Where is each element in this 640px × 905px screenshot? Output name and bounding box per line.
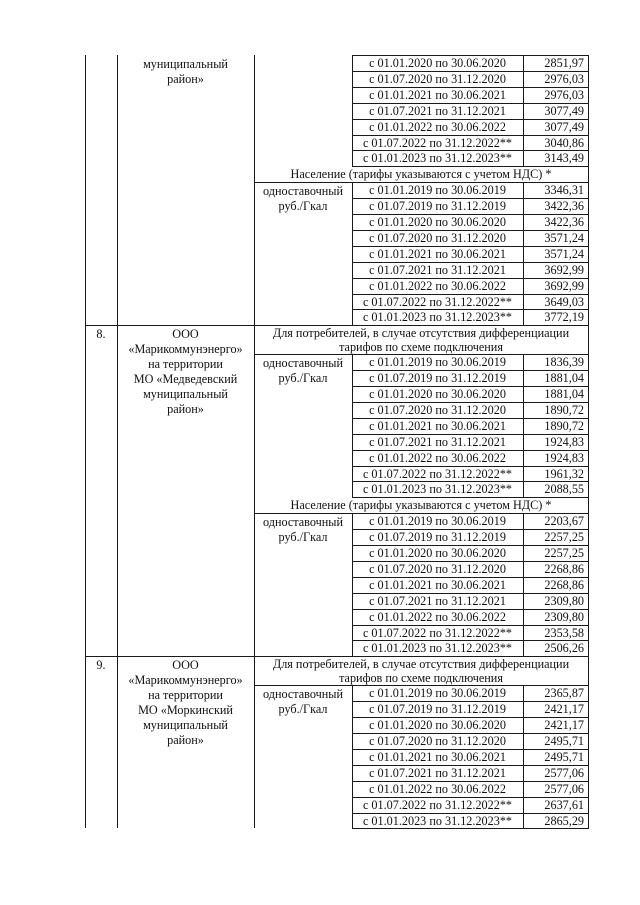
tariff-type: одноставочный: [263, 687, 343, 701]
organization-name: район»: [167, 72, 204, 86]
tariff-value-cell: 2577,06: [544, 782, 584, 796]
tariff-value-cell: 2421,17: [544, 718, 584, 732]
table-column-rule: [254, 325, 255, 656]
consumer-header: Для потребителей, в случае отсутствия дифференциации: [272, 326, 570, 340]
tariff-value-cell: 1836,39: [544, 355, 584, 369]
organization-name: «Марикоммунэнерго»: [128, 342, 243, 356]
period-cell: с 01.01.2023 по 31.12.2023**: [362, 310, 513, 324]
tariff-value-cell: 3143,49: [544, 151, 584, 165]
organization-name: ООО: [172, 658, 199, 672]
table-column-rule: [523, 685, 524, 828]
period-cell: с 01.01.2020 по 30.06.2020: [369, 56, 506, 70]
organization-name: муниципальный: [143, 57, 228, 71]
table-column-rule: [117, 55, 118, 325]
tariff-value-cell: 3571,24: [544, 247, 584, 261]
period-cell: с 01.07.2022 по 31.12.2022**: [362, 295, 513, 309]
period-cell: с 01.07.2019 по 31.12.2019: [369, 371, 506, 385]
table-column-rule: [254, 656, 255, 828]
period-cell: с 01.07.2020 по 31.12.2020: [369, 562, 506, 576]
period-cell: с 01.01.2023 по 31.12.2023**: [362, 814, 513, 828]
period-cell: с 01.01.2021 по 30.06.2021: [369, 247, 506, 261]
tariff-type: одноставочный: [263, 356, 343, 370]
tariff-value-cell: 2353,58: [544, 626, 584, 640]
tariff-type: одноставочный: [263, 184, 343, 198]
table-column-rule: [117, 325, 118, 656]
period-cell: с 01.07.2020 по 31.12.2020: [369, 403, 506, 417]
organization-name: муниципальный: [143, 387, 228, 401]
period-cell: с 01.07.2021 по 31.12.2021: [369, 594, 506, 608]
period-cell: с 01.07.2019 по 31.12.2019: [369, 530, 506, 544]
period-cell: с 01.01.2023 по 31.12.2023**: [362, 641, 513, 655]
tariff-value-cell: 3077,49: [544, 120, 584, 134]
tariff-type: одноставочный: [263, 515, 343, 529]
consumer-header: тарифов по схеме подключения: [339, 671, 503, 685]
table-column-rule: [588, 325, 589, 656]
organization-name: на территории: [148, 357, 223, 371]
table-column-rule: [352, 182, 353, 325]
tariff-value-cell: 2365,87: [544, 686, 584, 700]
organization-name: на территории: [148, 688, 223, 702]
tariff-value-cell: 2637,61: [544, 798, 584, 812]
period-cell: с 01.01.2021 по 30.06.2021: [369, 750, 506, 764]
consumer-header: Для потребителей, в случае отсутствия дифференциации: [272, 657, 570, 671]
table-column-rule: [523, 513, 524, 656]
tariff-type: руб./Гкал: [278, 530, 328, 544]
organization-name: МО «Моркинский: [138, 703, 233, 717]
period-cell: с 01.07.2020 по 31.12.2020: [369, 734, 506, 748]
tariff-value-cell: 1961,32: [544, 467, 584, 481]
tariff-value-cell: 3649,03: [544, 295, 584, 309]
table-column-rule: [352, 685, 353, 828]
organization-name: ООО: [172, 327, 199, 341]
period-cell: с 01.01.2022 по 30.06.2022: [369, 279, 506, 293]
tariff-value-cell: 3077,49: [544, 104, 584, 118]
tariff-value-cell: 2268,86: [544, 562, 584, 576]
period-cell: с 01.01.2022 по 30.06.2022: [369, 610, 506, 624]
tariff-value-cell: 1890,72: [544, 419, 584, 433]
table-column-rule: [352, 513, 353, 656]
tariff-value-cell: 1881,04: [544, 371, 584, 385]
period-cell: с 01.07.2022 по 31.12.2022**: [362, 136, 513, 150]
population-header: Население (тарифы указываются с учетом НДС) *: [290, 167, 552, 181]
tariff-value-cell: 2203,67: [544, 514, 584, 528]
period-cell: с 01.01.2019 по 30.06.2019: [369, 183, 506, 197]
tariff-type: руб./Гкал: [278, 702, 328, 716]
period-cell: с 01.07.2019 по 31.12.2019: [369, 199, 506, 213]
organization-name: район»: [167, 733, 204, 747]
tariff-value-cell: 2495,71: [544, 750, 584, 764]
period-cell: с 01.07.2020 по 31.12.2020: [369, 72, 506, 86]
table-column-rule: [254, 55, 255, 325]
tariff-type: руб./Гкал: [278, 371, 328, 385]
tariff-value-cell: 2976,03: [544, 72, 584, 86]
period-cell: с 01.01.2022 по 30.06.2022: [369, 782, 506, 796]
organization-name: район»: [167, 402, 204, 416]
organization-name: «Марикоммунэнерго»: [128, 673, 243, 687]
consumer-header: тарифов по схеме подключения: [339, 340, 503, 354]
period-cell: с 01.07.2022 по 31.12.2022**: [362, 626, 513, 640]
organization-name: муниципальный: [143, 718, 228, 732]
period-cell: с 01.01.2020 по 30.06.2020: [369, 546, 506, 560]
period-cell: с 01.01.2022 по 30.06.2022: [369, 451, 506, 465]
table-column-rule: [85, 325, 86, 656]
table-column-rule: [523, 55, 524, 166]
tariff-value-cell: 3571,24: [544, 231, 584, 245]
period-cell: с 01.01.2021 по 30.06.2021: [369, 578, 506, 592]
period-cell: с 01.01.2020 по 30.06.2020: [369, 387, 506, 401]
period-cell: с 01.01.2020 по 30.06.2020: [369, 718, 506, 732]
period-cell: с 01.01.2021 по 30.06.2021: [369, 419, 506, 433]
period-cell: с 01.07.2022 по 31.12.2022**: [362, 798, 513, 812]
tariff-value-cell: 2268,86: [544, 578, 584, 592]
period-cell: с 01.01.2019 по 30.06.2019: [369, 514, 506, 528]
tariff-value-cell: 3772,19: [544, 310, 584, 324]
tariff-value-cell: 2495,71: [544, 734, 584, 748]
tariff-value-cell: 2851,97: [544, 56, 584, 70]
tariff-value-cell: 1890,72: [544, 403, 584, 417]
population-header: Население (тарифы указываются с учетом НДС) *: [290, 498, 552, 512]
table-column-rule: [352, 354, 353, 497]
tariff-value-cell: 1881,04: [544, 387, 584, 401]
tariff-value-cell: 3422,36: [544, 215, 584, 229]
tariff-value-cell: 1924,83: [544, 435, 584, 449]
table-row-rule: [352, 828, 589, 829]
period-cell: с 01.01.2019 по 30.06.2019: [369, 355, 506, 369]
table-column-rule: [523, 182, 524, 325]
tariff-value-cell: 3692,99: [544, 279, 584, 293]
table-column-rule: [352, 55, 353, 166]
table-column-rule: [588, 55, 589, 325]
tariff-value-cell: 1924,83: [544, 451, 584, 465]
tariff-value-cell: 2088,55: [544, 482, 584, 496]
tariff-value-cell: 2577,06: [544, 766, 584, 780]
table-column-rule: [117, 656, 118, 828]
organization-name: МО «Медведевский: [133, 372, 238, 386]
table-column-rule: [523, 354, 524, 497]
tariff-value-cell: 3692,99: [544, 263, 584, 277]
row-number: 8.: [96, 327, 106, 341]
period-cell: с 01.07.2020 по 31.12.2020: [369, 231, 506, 245]
row-number: 9.: [96, 658, 106, 672]
tariff-value-cell: 2309,80: [544, 594, 584, 608]
tariff-value-cell: 2976,03: [544, 88, 584, 102]
table-column-rule: [85, 55, 86, 325]
period-cell: с 01.01.2022 по 30.06.2022: [369, 120, 506, 134]
period-cell: с 01.07.2021 по 31.12.2021: [369, 766, 506, 780]
tariff-value-cell: 2421,17: [544, 702, 584, 716]
tariff-type: руб./Гкал: [278, 199, 328, 213]
period-cell: с 01.07.2021 по 31.12.2021: [369, 263, 506, 277]
tariff-value-cell: 3422,36: [544, 199, 584, 213]
tariff-value-cell: 3346,31: [544, 183, 584, 197]
period-cell: с 01.07.2019 по 31.12.2019: [369, 702, 506, 716]
tariff-value-cell: 2257,25: [544, 546, 584, 560]
period-cell: с 01.07.2021 по 31.12.2021: [369, 435, 506, 449]
table-column-rule: [85, 656, 86, 828]
period-cell: с 01.01.2020 по 30.06.2020: [369, 215, 506, 229]
tariff-value-cell: 2257,25: [544, 530, 584, 544]
table-column-rule: [588, 656, 589, 828]
tariff-value-cell: 3040,86: [544, 136, 584, 150]
tariff-value-cell: 2865,29: [544, 814, 584, 828]
period-cell: с 01.01.2021 по 30.06.2021: [369, 88, 506, 102]
period-cell: с 01.01.2023 по 31.12.2023**: [362, 482, 513, 496]
period-cell: с 01.07.2022 по 31.12.2022**: [362, 467, 513, 481]
period-cell: с 01.07.2021 по 31.12.2021: [369, 104, 506, 118]
period-cell: с 01.01.2019 по 30.06.2019: [369, 686, 506, 700]
period-cell: с 01.01.2023 по 31.12.2023**: [362, 151, 513, 165]
tariff-value-cell: 2506,26: [544, 641, 584, 655]
tariff-value-cell: 2309,80: [544, 610, 584, 624]
